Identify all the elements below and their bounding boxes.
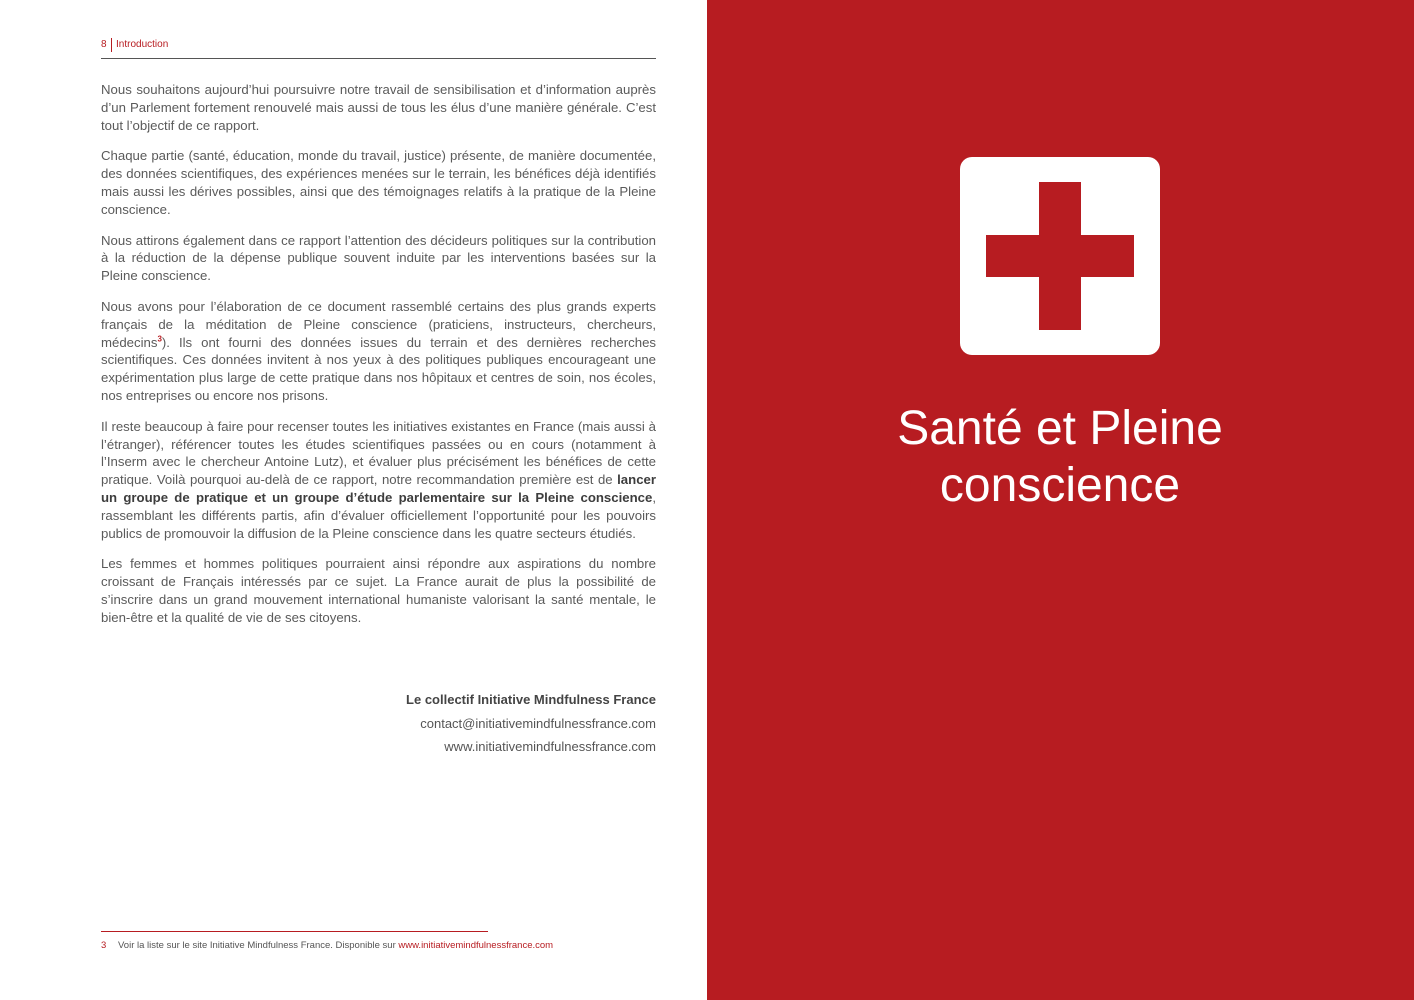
contact-email[interactable]: contact@initiativemindfulnessfrance.com bbox=[420, 716, 656, 731]
section-title: Introduction bbox=[116, 39, 169, 50]
paragraph-4-text-a: Nous avons pour l’élaboration de ce document rassemblé certains des plus grands experts français de la méditation de Pleine conscience (praticiens, instructeurs, chercheurs, médecins bbox=[101, 298, 656, 350]
website-link[interactable]: www.initiativemindfulnessfrance.com bbox=[444, 739, 656, 754]
page-number: 8 bbox=[101, 39, 107, 50]
paragraph-5-text-b: , rassemblant les différents partis, afin d’évaluer officiellement l’opportunité pour les pouvoirs publics de promouvoir la diffusion de la Pleine conscience dans les quatre secteurs étudiés. bbox=[101, 489, 656, 541]
paragraph-1: Nous souhaitons aujourd’hui poursuivre notre travail de sensibilisation et d’information auprès d’un Parlement fortement renouvelé mais aussi de tous les élus d’une manière générale. C’est tout l’objectif de ce rapport. bbox=[101, 82, 656, 133]
paragraph-4 bbox=[101, 298, 656, 405]
footnote-reference: 3 bbox=[157, 334, 162, 344]
footnote-link[interactable]: www.initiativemindfulnessfrance.com bbox=[398, 940, 554, 951]
paragraph-5-text-a: Il reste beaucoup à faire pour recenser toutes les initiatives existantes en France (mais aussi à l’étranger), référencer toutes les études scientifiques passées ou en cours (notamment à l’Inserm avec le chercheur Antoine Lutz), et évaluer plus précisément les bénéfices de cette pratique. Voilà pourquoi au-delà de ce rapport, notre recommandation première est de bbox=[101, 418, 656, 488]
footnote-number: 3 bbox=[101, 940, 107, 951]
medical-cross-icon bbox=[960, 157, 1160, 355]
paragraph-3: Nous attirons également dans ce rapport l’attention des décideurs politiques sur la contribution à la réduction de la dépense publique souvent induite par les interventions basées sur la Pleine conscience. bbox=[101, 232, 656, 284]
running-header bbox=[101, 38, 656, 59]
paragraph-6: Les femmes et hommes politiques pourraient ainsi répondre aux aspirations du nombre croissant de Français intéressés par ce sujet. La France aurait de plus la possibilité de s’inscrire dans un grand mouvement international humaniste valorisant la santé mentale, le bien-être et la qualité de vie de ses citoyens. bbox=[101, 556, 656, 625]
footnote-text: Voir la liste sur le site Initiative Mindfulness France. Disponible sur bbox=[118, 940, 399, 951]
paragraph-5 bbox=[101, 418, 656, 543]
footnote bbox=[101, 940, 661, 951]
body-text bbox=[101, 81, 656, 640]
header-separator bbox=[111, 38, 112, 52]
recommendation-bold: lancer un groupe de pratique et un groupe d’étude parlementaire sur la Pleine conscience bbox=[101, 472, 656, 505]
paragraph-2: Chaque partie (santé, éducation, monde du travail, justice) présente, de manière documentée, des données scientifiques, des expériences menées sur le terrain, les bénéfices déjà identifiés mais aussi les dérives possibles, ainsi que des témoignages relatifs à la pratique de la Pleine conscience. bbox=[101, 148, 656, 217]
cross-horizontal-bar bbox=[986, 235, 1134, 277]
chapter-title: Santé et Pleine conscience bbox=[897, 402, 1223, 512]
footnote-divider bbox=[101, 931, 488, 932]
signature-name: Le collectif Initiative Mindfulness France bbox=[406, 692, 656, 707]
paragraph-4-text-b: ). Ils ont fourni des données issues du terrain et des dernières recherches scientifiques. Ces données invitent à nos yeux à des politiques publiques encourageant une expérimentation plus large de cette pratique dans nos hôpitaux et centres de soin, nos écoles, nos entreprises ou encore nos prisons. bbox=[101, 334, 656, 403]
chapter-cover-page bbox=[707, 0, 1414, 1000]
signature-block bbox=[300, 692, 656, 762]
